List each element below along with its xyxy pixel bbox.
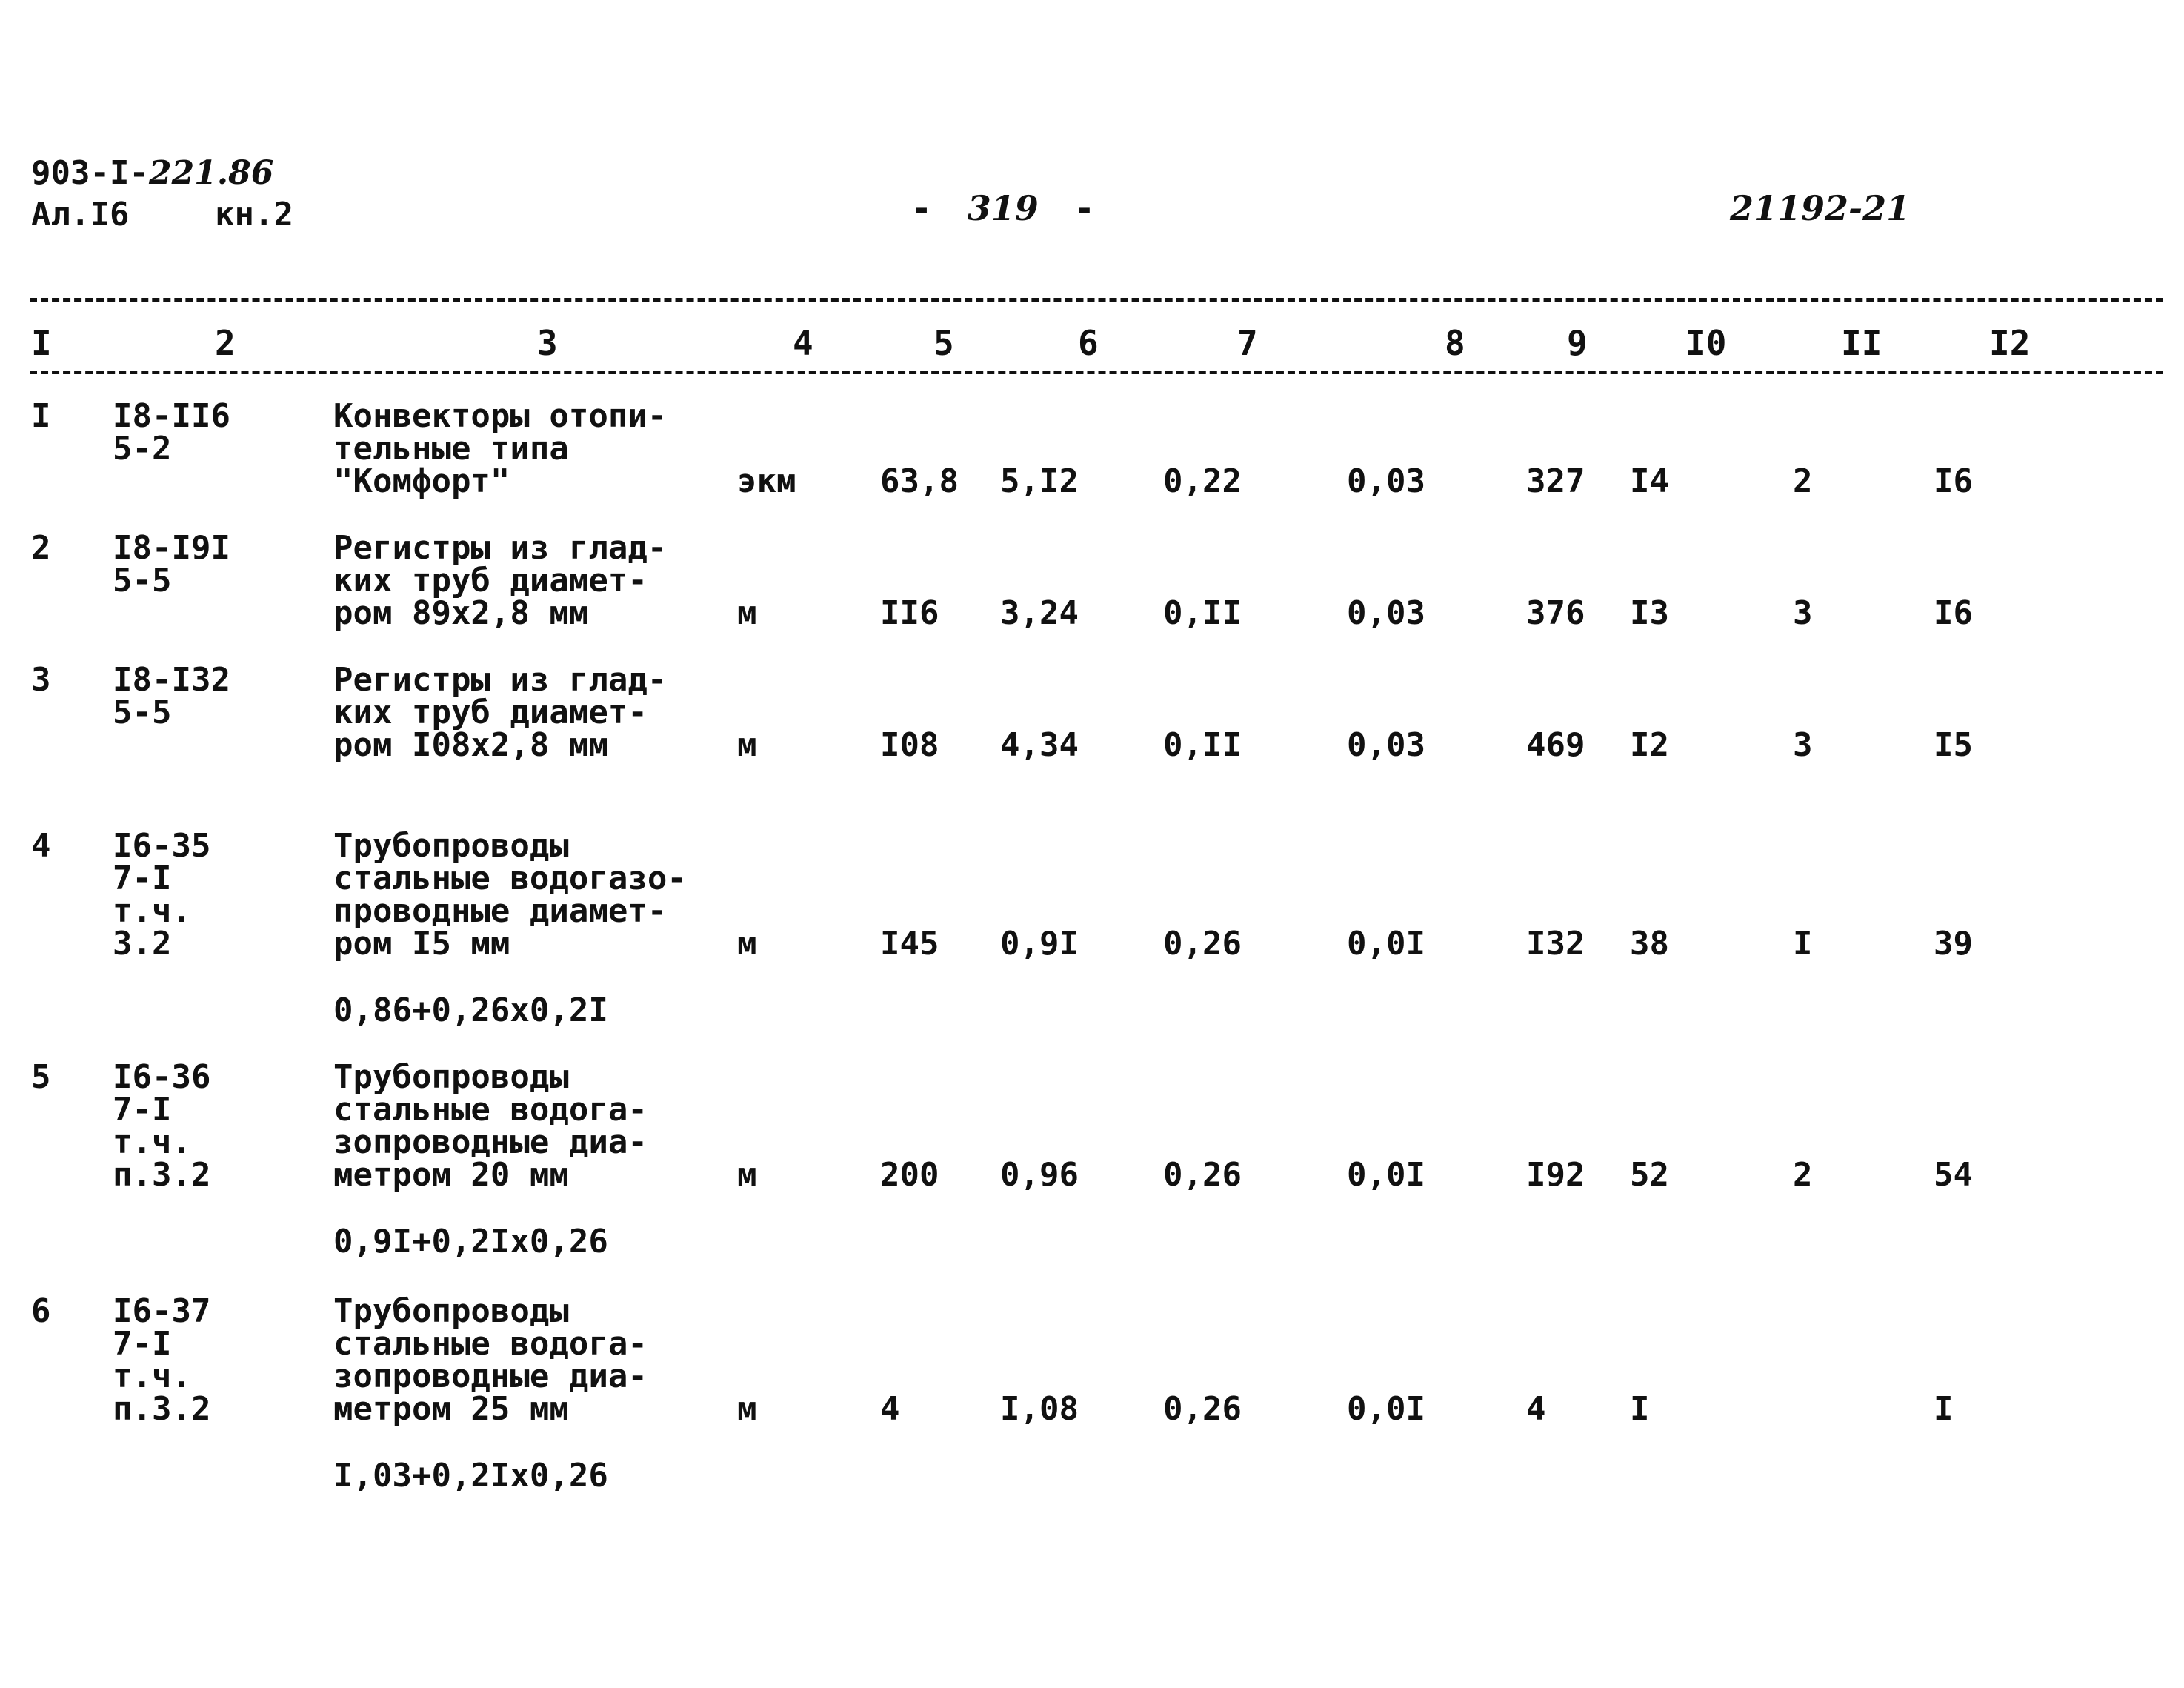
col-12-value: 54 bbox=[1934, 1156, 1973, 1194]
col-12-value: I6 bbox=[1934, 462, 1973, 500]
album-label: Ал.I6 bbox=[31, 196, 130, 233]
col-7-value: 0,26 bbox=[1163, 925, 1242, 963]
page-number-value: 319 bbox=[967, 188, 1039, 228]
col-6-value: 0,96 bbox=[1000, 1156, 1079, 1194]
calculation-formula: I,03+0,2Iх0,26 bbox=[333, 1457, 608, 1495]
quantity: 63,8 bbox=[880, 462, 959, 500]
unit: м bbox=[737, 1156, 757, 1194]
col-11-value: 3 bbox=[1793, 594, 1813, 632]
column-number: 8 bbox=[1445, 323, 1465, 363]
col-9-value: I92 bbox=[1526, 1156, 1585, 1194]
work-description: Регистры из глад- ких труб диамет- ром 89х2,8 мм bbox=[333, 529, 667, 632]
col-8-value: 0,0I bbox=[1347, 1156, 1425, 1194]
col-9-value: 376 bbox=[1526, 594, 1585, 632]
sheet-number: 21192-21 bbox=[1730, 188, 1911, 228]
column-number: 7 bbox=[1237, 323, 1258, 363]
quantity: II6 bbox=[880, 594, 939, 632]
quantity: I08 bbox=[880, 726, 939, 764]
quantity: I45 bbox=[880, 925, 939, 963]
work-description: Трубопроводы стальные водога- зопроводные диа- метром 20 мм bbox=[333, 1058, 647, 1194]
col-9-value: 4 bbox=[1526, 1390, 1546, 1428]
quantity: 4 bbox=[880, 1390, 900, 1428]
header-rule-top bbox=[30, 298, 2163, 302]
col-6-value: 4,34 bbox=[1000, 726, 1079, 764]
rate-code: I6-37 7-I т.ч. п.3.2 bbox=[113, 1292, 211, 1428]
document-code-prefix: 903-I- bbox=[31, 154, 149, 192]
col-8-value: 0,0I bbox=[1347, 925, 1425, 963]
col-11-value: I bbox=[1793, 925, 1813, 963]
col-10-value: I2 bbox=[1630, 726, 1669, 764]
col-7-value: 0,26 bbox=[1163, 1156, 1242, 1194]
column-number: 4 bbox=[793, 323, 813, 363]
row-number: 6 bbox=[31, 1292, 51, 1330]
rate-code: I6-36 7-I т.ч. п.3.2 bbox=[113, 1058, 211, 1194]
header-rule-bottom bbox=[30, 371, 2163, 374]
row-number: 2 bbox=[31, 529, 51, 567]
column-number: 3 bbox=[537, 323, 558, 363]
col-9-value: 469 bbox=[1526, 726, 1585, 764]
row-number: 5 bbox=[31, 1058, 51, 1096]
col-12-value: I6 bbox=[1934, 594, 1973, 632]
column-number: II bbox=[1841, 323, 1882, 363]
col-6-value: I,08 bbox=[1000, 1390, 1079, 1428]
work-description: Трубопроводы стальные водога- зопроводные диа- метром 25 мм bbox=[333, 1292, 647, 1428]
col-6-value: 5,I2 bbox=[1000, 462, 1079, 500]
col-6-value: 3,24 bbox=[1000, 594, 1079, 632]
row-number: 3 bbox=[31, 661, 51, 699]
column-number: I bbox=[31, 323, 52, 363]
work-description: Конвекторы отопи- тельные типа "Комфорт" bbox=[333, 397, 667, 500]
column-number: I2 bbox=[1989, 323, 2031, 363]
rate-code: I8-I9I 5-5 bbox=[113, 529, 230, 599]
column-number: 6 bbox=[1078, 323, 1099, 363]
col-11-value: 2 bbox=[1793, 462, 1813, 500]
col-10-value: I4 bbox=[1630, 462, 1669, 500]
col-7-value: 0,26 bbox=[1163, 1390, 1242, 1428]
column-number: 9 bbox=[1567, 323, 1588, 363]
document-code-handwritten: 221.86 bbox=[148, 154, 274, 192]
rate-code: I6-35 7-I т.ч. 3.2 bbox=[113, 827, 211, 963]
unit: экм bbox=[737, 462, 796, 500]
row-number: I bbox=[31, 397, 51, 435]
col-10-value: 52 bbox=[1630, 1156, 1669, 1194]
calculation-formula: 0,86+0,26х0,2I bbox=[333, 991, 608, 1029]
work-description: Трубопроводы стальные водогазо- проводные диамет- ром I5 мм bbox=[333, 827, 687, 963]
col-8-value: 0,03 bbox=[1347, 462, 1425, 500]
col-12-value: I bbox=[1934, 1390, 1954, 1428]
col-6-value: 0,9I bbox=[1000, 925, 1079, 963]
col-7-value: 0,II bbox=[1163, 594, 1242, 632]
book-label: кн.2 bbox=[215, 196, 293, 233]
unit: м bbox=[737, 594, 757, 632]
calculation-formula: 0,9I+0,2Iх0,26 bbox=[333, 1223, 608, 1260]
col-11-value: 2 bbox=[1793, 1156, 1813, 1194]
unit: м bbox=[737, 925, 757, 963]
col-9-value: I32 bbox=[1526, 925, 1585, 963]
page-number: - 319 - bbox=[911, 188, 1095, 228]
col-10-value: I bbox=[1630, 1390, 1650, 1428]
col-8-value: 0,03 bbox=[1347, 726, 1425, 764]
rate-code: I8-I32 5-5 bbox=[113, 661, 230, 731]
rate-code: I8-II6 5-2 bbox=[113, 397, 230, 468]
col-7-value: 0,22 bbox=[1163, 462, 1242, 500]
col-10-value: 38 bbox=[1630, 925, 1669, 963]
work-description: Регистры из глад- ких труб диамет- ром I08х2,8 мм bbox=[333, 661, 667, 764]
col-8-value: 0,0I bbox=[1347, 1390, 1425, 1428]
unit: м bbox=[737, 1390, 757, 1428]
col-12-value: 39 bbox=[1934, 925, 1973, 963]
document-code bbox=[31, 154, 274, 192]
col-10-value: I3 bbox=[1630, 594, 1669, 632]
col-7-value: 0,II bbox=[1163, 726, 1242, 764]
row-number: 4 bbox=[31, 827, 51, 865]
col-11-value: 3 bbox=[1793, 726, 1813, 764]
column-number: 5 bbox=[933, 323, 954, 363]
column-number: 2 bbox=[215, 323, 236, 363]
column-number: I0 bbox=[1685, 323, 1727, 363]
col-8-value: 0,03 bbox=[1347, 594, 1425, 632]
unit: м bbox=[737, 726, 757, 764]
quantity: 200 bbox=[880, 1156, 939, 1194]
col-9-value: 327 bbox=[1526, 462, 1585, 500]
col-12-value: I5 bbox=[1934, 726, 1973, 764]
